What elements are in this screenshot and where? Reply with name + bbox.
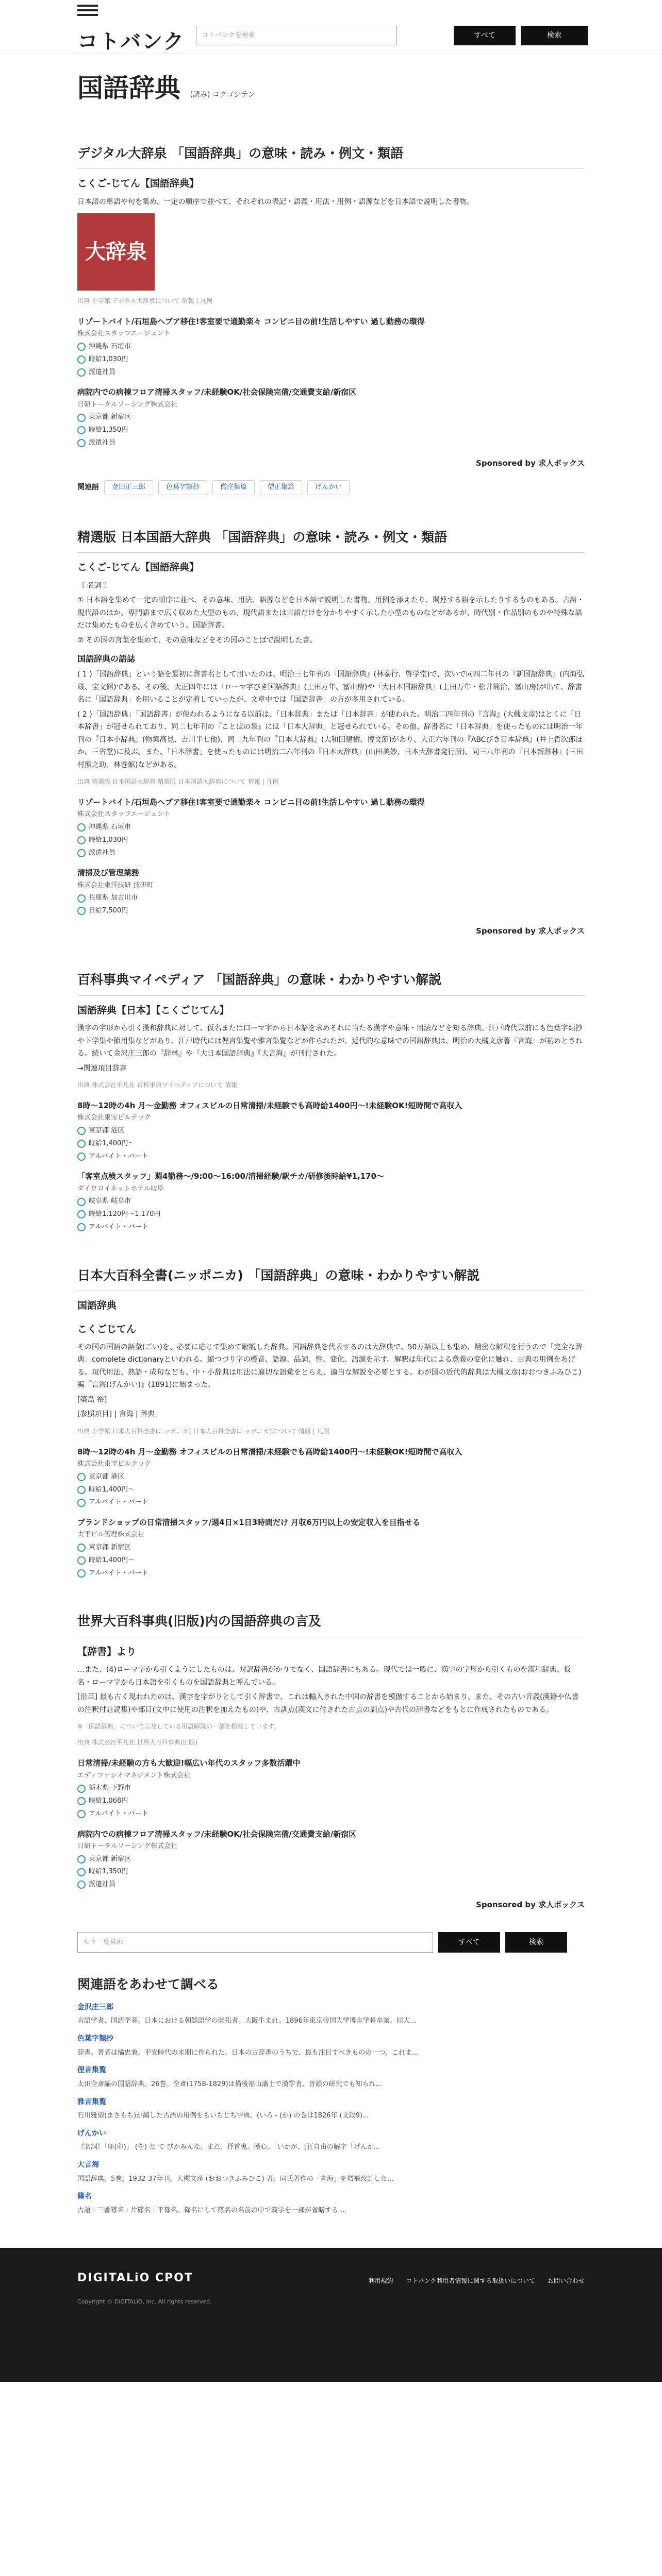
section-daijisen: [77, 142, 585, 495]
related-link[interactable]: 俚言集覧: [77, 2066, 106, 2075]
tag-item[interactable]: げんかい: [307, 480, 350, 495]
job-ad-type: アルバイト・パート: [89, 1569, 148, 1577]
search-input[interactable]: コトバンクを検索: [196, 26, 397, 45]
related-desc: 〘名詞〙「ゆ(卯)」 (を) た て びかみんな。また、抒首鬼。漢心。「いかが、[狂自由の解字「げんか...: [77, 2143, 380, 2151]
page-reading: (読み) コクゴジテン: [190, 91, 255, 99]
book-image: 大辞泉: [77, 213, 155, 291]
sponsor-label: Sponsored by 求人ボックス: [476, 926, 585, 936]
source-line: 出典 精選版 日本国語大辞典 精選版 日本国語大辞典について 情報 | 凡例: [77, 778, 279, 785]
entry-body: 日本語の単語や句を集め、一定の順序で並べて、それぞれの表記・語義・用法・用例・語源などを日本語で説明した書物。: [77, 197, 474, 206]
job-ad-location: 岐阜県 岐阜市: [89, 1197, 131, 1206]
job-ad-pay: 時給1,030円: [89, 836, 128, 844]
job-ad-location: 栃木県 下野市: [89, 1784, 131, 1792]
pay-icon: [77, 907, 86, 915]
footer-link[interactable]: 利用規約: [368, 2277, 393, 2284]
entry-body: [沿革] 最も古く現われたのは、漢字を字がりとして引く辞書で、これは輸入された中国の辞書を模倣することから始まり、また、その古い音義(漢籍や仏書の注釈付註読集)や部目(文中に使用の注釈を加えたもの)や、古訓点(漢文に付された古点の訓点)や古代の辞書などをもとに作成されたものである。: [77, 1693, 579, 1714]
related-link[interactable]: 色葉字類抄: [77, 2035, 113, 2043]
section-heading: 日本大百科全書(ニッポニカ) 「国語辞典」の意味・わかりやすい解説: [77, 1264, 585, 1292]
entry-refs: [参照項目] | 言海 | 辞典: [77, 1410, 155, 1419]
footer-link[interactable]: コトバンク利用者情報に関する取扱いについて: [405, 2277, 535, 2284]
pay-icon: [77, 1868, 86, 1876]
job-ad-type: アルバイト・パート: [89, 1809, 148, 1818]
section-heading: 世界大百科事典(旧版)内の国語辞典の言及: [77, 1610, 585, 1637]
related-heading: 関連語をあわせて調べる: [77, 1977, 220, 1992]
tag-item[interactable]: 僧正集篇: [260, 480, 302, 495]
job-ad-location: 東京都 新宿区: [89, 1855, 131, 1863]
header: [0, 0, 662, 54]
related-link[interactable]: 大言海: [77, 2161, 99, 2169]
entry-term: こくご‐じてん【国語辞典】: [77, 562, 199, 573]
tag-item[interactable]: 色葉字類抄: [158, 480, 207, 495]
section-mypedia: [77, 969, 585, 1233]
entry-body: その国の国語の語彙(ごい)を、必要に応じて集めて解説した辞典。国語辞典を代表するのは大辞典で、50万語以上も集め、精密な解釈を行うので「完全な辞典」complete dictionaryといわれる。縮つづり字の標音、語源、品詞、性、変化、語源を示す。解釈は年代による意義の変化に触れ、古典の用例をあげる。現代用法、熟語・成句なども、中・小辞典は用法に適切な語彙をとらえ、適当な解説を必要とする。わが国の近代的辞典は大槻文彦(おおつきふみひこ)編『言海(げんかい)』(1891)に始まった。: [77, 1343, 583, 1389]
job-ad-pay: 日給7,500円: [89, 907, 128, 914]
job-ad-title[interactable]: ブランドショップの日常清掃スタッフ/週4日×1日3時間だけ 月収6万円以上の安定収入を目指せる: [77, 1518, 420, 1527]
job-ad-pay: 時給1,030円: [89, 355, 128, 363]
related-link[interactable]: 金沢庄三郎: [77, 2003, 113, 2011]
job-ad-company: 株式会社東宝ビルテック: [77, 1460, 152, 1468]
job-ad-location: 東京都 港区: [89, 1127, 125, 1134]
pay-icon: [77, 426, 86, 434]
job-ad-title[interactable]: 8時〜12時の4h 月〜金勤務 オフィスビルの日常清掃/未経験でも高時給1400円〜!未経験OK!短時間で高収入: [77, 1101, 462, 1110]
job-ad-type: アルバイト・パート: [89, 1152, 148, 1160]
entry-body: ( 2 )「国語辞典」「国語辞書」が使われるようになる以前は、「日本辞典」または「日本辞書」が使われた。明治二四年刊の『言海』(大槻文彦)はとくに「日本辞書」が冠せられており、同二七年刊の『ことばの泉』には「日本大辞典」と冠せられている。その他、辞書名に「日本辞典」を使ったものには明治一年刊の『日本小辞典』(物集高見、吉川半七他)、同二九年刊の『日本大辞典』(大和田建樹、博文館)があり、大正六年刊の『ABCびき日本辞典』(井上哲次郎ほか、三省堂)に及ぶ。また、「日本辞書」を使ったものには明治二六年刊の『日本大辞典』(山田美妙、日本大辞書発行所)、同三八年刊の『日本新辞林』(三田村熊之助、林巻館)などがある。: [77, 710, 584, 769]
job-ad-type: 派遣社員: [89, 1880, 116, 1888]
section-heading: 百科事典マイペディア 「国語辞典」の意味・わかりやすい解説: [77, 969, 585, 996]
footer-link[interactable]: お問い合わせ: [547, 2277, 585, 2284]
entry-body: …また、(4)ローマ字から引くようにしたものは、対訳辞書がかりでなく、国語辞書にもある。現代では一般に、漢字の字形から引くものを漢和辞典、仮名・ローマ字から日本語を引くものを国語辞典と呼んでいる。: [77, 1666, 571, 1687]
type-icon: [77, 849, 86, 857]
location-icon: [77, 414, 86, 422]
location-icon: [77, 1785, 86, 1793]
job-ad-pay: 時給1,400円〜: [89, 1556, 135, 1564]
related-desc: 石川雅望(まさもち)が編した古語の用例をもいちじち字典。(いろ - (か) の巻は1826年 (文政9)...: [77, 2112, 369, 2120]
type-icon: [77, 439, 86, 447]
source-line: 出典 小学館 デジタル大辞泉について 情報 | 凡例: [77, 297, 213, 304]
entry-body: ( 1 )「国語辞典」という語を最初に辞書名として用いたのは、明治三七年刊の『国語辞典』(林泰行、啓学堂)で、次いで同四二年刊の『新国語辞典』(内海弘蔵、宝文館)である。その後、大正四年には『ローマ字びき国語辞典』(上田万年、冨山房)や『大日本国語辞典』(上田万年・松井簡治、冨山房)が出て、辞書名に「国語辞典」を用いることが定着していったが、文章中では「国語辞書」の方が多用されている。: [77, 670, 584, 704]
location-icon: [77, 1544, 86, 1552]
source-line: 出典 株式会社平凡社 世界大百科事典(旧版): [77, 1739, 197, 1747]
job-ad-company: ダイワロイネットホテル岐阜: [77, 1184, 164, 1193]
page-title: 国語辞典: [77, 73, 180, 103]
type-icon: [77, 1569, 86, 1578]
job-ad-pay: 時給1,350円: [89, 1868, 128, 1876]
job-ad-company: 日研トータルソーシング株式会社: [77, 1842, 178, 1850]
type-icon: [77, 1499, 86, 1507]
search-button[interactable]: 検索: [521, 26, 588, 45]
related-desc: 辞書。著者は橘忠兼。平安時代の末期に作られた。日本の古辞書のうちで、最も注目すべきものの一つ。これま...: [77, 2048, 419, 2057]
entry-sub: 〘 名詞 〙: [77, 581, 111, 590]
job-ad-company: 日研トータルソーシング株式会社: [77, 400, 178, 409]
entry-subheading: 国語辞典の語誌: [77, 654, 136, 664]
type-icon: [77, 1880, 86, 1889]
source-line: 出典 小学館 日本大百科全書(ニッポニカ) 日本大百科全書(ニッポニカ)について 情報 | 凡例: [77, 1427, 329, 1435]
type-icon: [77, 1810, 86, 1818]
job-ad-title[interactable]: リゾートバイト/石垣島へブア移住!客室要で通勤楽々 コンビニ目の前!生活しやすい 過し動務の環得: [77, 317, 425, 326]
related-desc: 国語辞典。5巻。1932-37年刊。大槻文彦 (おおつきふみひこ) 著。同氏著作の「言海」を増補改訂した...: [77, 2175, 394, 2183]
location-icon: [77, 343, 86, 351]
job-ad-title[interactable]: リゾートバイト/石垣島へブア移住!客室要で通勤楽々 コンビニ目の前!生活しやすい 過し動務の環得: [77, 798, 425, 807]
job-ad-company: 太平ビル管理株式会社: [77, 1531, 145, 1539]
entry-note: ※「国語辞典」について言及している用語解説の一部を掲載しています。: [77, 1723, 280, 1731]
type-icon: [77, 1223, 86, 1231]
tags-label: 関連語: [77, 483, 99, 492]
job-ad-pay: 時給1,068円: [89, 1797, 128, 1805]
entry-term: 【辞書】より: [77, 1646, 137, 1657]
location-icon: [77, 1127, 86, 1135]
location-icon: [77, 1198, 86, 1206]
job-ad-pay: 時給1,350円: [89, 426, 128, 434]
section-nikkoku: [77, 526, 585, 938]
job-ad-title[interactable]: 日常清掃/未経験の方も大歓迎!幅広い年代のスタッフ多数活躍中: [77, 1758, 301, 1768]
job-ad-location: 東京都 新宿区: [89, 413, 131, 421]
job-ad-location: 兵庫県 加古川市: [89, 894, 138, 902]
job-ad-company: 株式会社スタッフエージェント: [77, 810, 171, 819]
related-link[interactable]: 篠名: [77, 2192, 92, 2201]
job-ad-pay: 時給1,400円〜: [89, 1139, 135, 1147]
job-ad-company: 株式会社東洋技研 技研町: [77, 881, 154, 889]
job-ad-location: 東京都 港区: [89, 1472, 125, 1481]
job-ad-company: 株式会社スタッフエージェント: [77, 330, 171, 338]
type-icon: [77, 368, 86, 377]
job-ad-pay: 時給1,400円〜: [89, 1485, 135, 1494]
entry-author: [築島 裕]: [77, 1395, 107, 1404]
footer-logo[interactable]: DIGITALiO CPOT: [77, 2271, 193, 2284]
section-sekai: [77, 1610, 585, 1911]
job-ad-title[interactable]: 病院内での病棟フロア清掃スタッフ/未経験OK/社会保険完備/交通費支給/新宿区: [77, 387, 357, 397]
bottom-search-input[interactable]: もう一度検索: [77, 1932, 433, 1953]
job-ad-pay: 時給1,120円〜1,170円: [89, 1210, 161, 1218]
location-icon: [77, 894, 86, 903]
job-ad-company: エディファシオマネジメント株式会社: [77, 1771, 191, 1780]
sponsor-label: Sponsored by 求人ボックス: [476, 1900, 585, 1909]
location-icon: [77, 1855, 86, 1863]
section-heading: 精選版 日本国語大辞典 「国語辞典」の意味・読み・例文・類語: [77, 526, 585, 553]
job-ad-type: 派遣社員: [89, 438, 116, 447]
entry-term: 国語辞典: [77, 1300, 117, 1312]
related-desc: 古語 : 三番篠名 : 片篠名 : 平篠名。篠名にして篠名の名前の中で漢字を一部が省略する ...: [77, 2206, 347, 2214]
job-ad-title[interactable]: 清掃及び管理業務: [77, 868, 140, 878]
sponsor-label: Sponsored by 求人ボックス: [476, 458, 585, 468]
bottom-search-button[interactable]: 検索: [505, 1932, 567, 1953]
job-ad-type: 派遣社員: [89, 368, 116, 376]
pay-icon: [77, 1556, 86, 1565]
tag-item[interactable]: 僧注集篇: [212, 480, 255, 495]
job-ad-title[interactable]: 病院内での病棟フロア清掃スタッフ/未経験OK/社会保険完備/交通費支給/新宿区: [77, 1829, 357, 1839]
location-icon: [77, 1473, 86, 1481]
job-ad-title[interactable]: 8時〜12時の4h 月〜金勤務 オフィスビルの日常清掃/未経験でも高時給1400円〜!未経験OK!短時間で高収入: [77, 1447, 462, 1456]
entry-related: →関連項目辞書: [77, 1064, 127, 1073]
related-link[interactable]: 雅言集覧: [77, 2097, 106, 2106]
pay-icon: [77, 1140, 86, 1148]
bottom-scope-select[interactable]: すべて: [438, 1932, 500, 1953]
type-icon: [77, 1153, 86, 1161]
job-ad-type: アルバイト・パート: [89, 1223, 148, 1231]
entry-body: ② その国の言葉を集めて、その意味などをその国のことばで説明した書。: [77, 636, 317, 645]
source-line: 出典 株式会社平凡社 百科事典マイペディアについて 情報: [77, 1081, 238, 1089]
pay-icon: [77, 1797, 86, 1805]
related-terms: [77, 1973, 585, 2217]
menu-icon[interactable]: [77, 2, 98, 19]
site-logo[interactable]: コトバンク: [77, 30, 185, 54]
entry-body: ① 日本語を集めて一定の順序に並べ、その意味、用法、語源などを日本語で説明した書物。用例を添えたり、関連する語を示したりするものもある。古語・現代語のほか、専門語まで広く収めた大型のもの、現代語または古語だけを分かりやすく示した小型のものなどがあるが、時代別・作品別のものや特殊な語だけ集めたものを広く含めていう。国語辞書。: [77, 596, 584, 630]
pay-icon: [77, 1210, 86, 1218]
job-ad-title[interactable]: 「客室点検スタッフ」週4勤務〜/9:00〜16:00/清掃経験/駅チカ/研修後時給¥1,170〜: [77, 1172, 384, 1181]
entry-term: こくご‐じてん【国語辞典】: [77, 178, 199, 190]
pay-icon: [77, 836, 86, 844]
job-ad-location: 沖縄県 石垣市: [89, 343, 131, 350]
section-heading: デジタル大辞泉 「国語辞典」の意味・読み・例文・類語: [77, 142, 585, 170]
entry-term: 国語辞典【日本】【こくごじてん】: [77, 1004, 229, 1016]
location-icon: [77, 823, 86, 832]
tag-item[interactable]: 金田正三郎: [104, 480, 153, 495]
related-desc: 太田全斎編の国語辞典。26巻。全斎(1758-1829)は備後福山藩士で漢学者、音韻の研究でも知られ...: [77, 2080, 382, 2088]
footer: [0, 2248, 662, 2382]
copyright: Copyright © DIGITALiO, Inc. All rights reserved.: [77, 2298, 212, 2305]
related-link[interactable]: げんかい: [77, 2129, 106, 2138]
section-nipponica: [77, 1264, 585, 1580]
entry-term-reading: こくごじてん: [77, 1323, 137, 1335]
job-ad-type: アルバイト・パート: [89, 1498, 148, 1506]
pay-icon: [77, 355, 86, 364]
scope-select[interactable]: すべて: [454, 26, 516, 45]
job-ad-location: 沖縄県 石垣市: [89, 823, 131, 831]
job-ad-type: 派遣社員: [89, 849, 116, 857]
job-ad-company: 株式会社東宝ビルテック: [77, 1114, 152, 1122]
pay-icon: [77, 1486, 86, 1494]
entry-body: 漢字の字形から引く漢和辞典に対して、仮名または口ーマ字から日本語を求めそれに当たる漢字や意味・用法などを知る辞典。江戸時代以前にも色葉字類抄や下学集や節用集などがあり、江戸時代には俚言集覧や雅言集覧などが作られたが、近代的な意味での国語辞典は、明治の大槻文彦著『言海』が初めとされる。続いて金沢庄三郎の『辞林』や『大日本国語辞典』『大言海』が刊行された。: [77, 1024, 583, 1058]
related-desc: 言語学者、国語学者。日本における朝鮮語学の開拓者。大阪生まれ。1896年東京帝国大学博言学科卒業。同大...: [77, 2017, 417, 2025]
job-ad-location: 東京都 新宿区: [89, 1544, 131, 1551]
